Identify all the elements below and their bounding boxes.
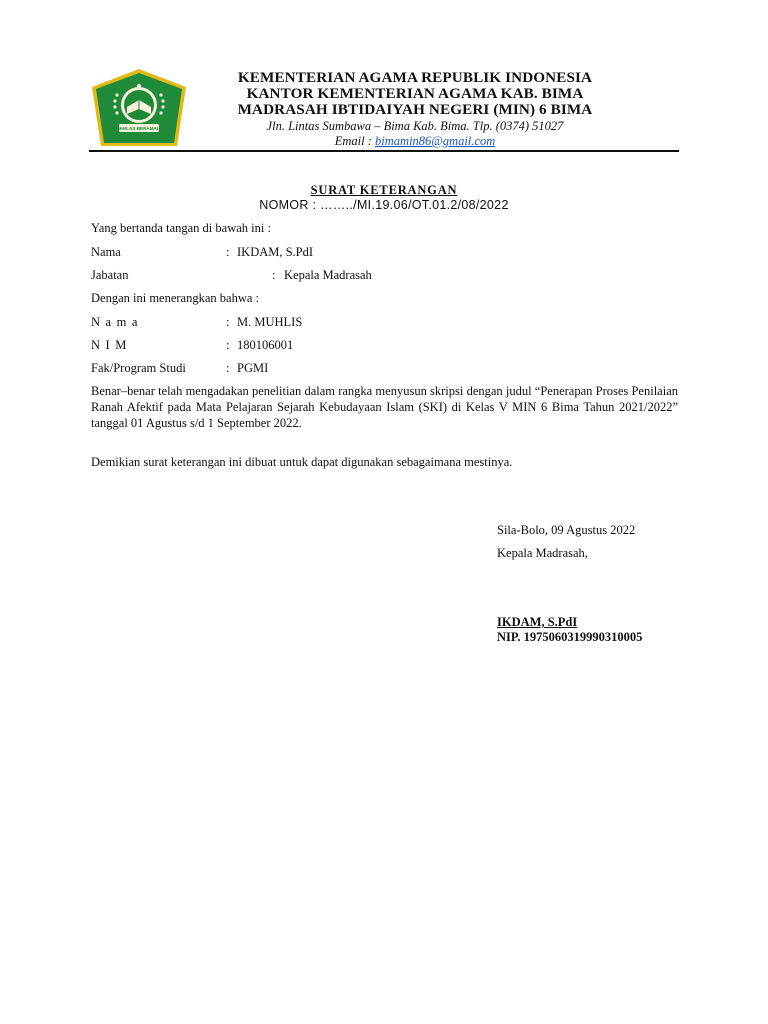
place-date: Sila-Bolo, 09 Agustus 2022 [497,523,636,537]
student-program-label: Fak/Program Studi [91,361,186,375]
signer-name-label: Nama [91,245,121,259]
colon: : [226,245,230,259]
colon: : [272,268,276,282]
student-nim-label: N I M [91,338,128,352]
signer-nip: NIP. 197506031999031000​5 [497,630,643,644]
signer-name: IKDAM, S.PdI [497,615,578,629]
signer-name-value: IKDAM, S.PdI [237,245,314,259]
student-name-label: N a m a [91,315,139,329]
student-program-value: PGMI [237,361,269,375]
declare-text: Dengan ini menerangkan bahwa : [91,291,259,305]
student-name-value: M. MUHLIS [237,315,303,329]
email-label: Email : [334,134,376,148]
signer-role: Kepala Madrasah, [497,546,588,560]
signer-position-value: Kepala Madrasah [284,268,372,282]
school-address: Jln. Lintas Sumbawa – Bima Kab. Bima. Tlp. (0374) 51027 [266,119,564,133]
ministry-name: KEMENTERIAN AGAMA REPUBLIK INDONESIA [237,69,593,86]
signer-position-label: Jabatan [91,268,129,282]
colon: : [226,338,230,352]
office-name: KANTOR KEMENTERIAN AGAMA KAB. BIMA [246,85,584,102]
letter-title: SURAT KETERANGAN [310,183,458,197]
email-link[interactable]: bimamin86@gmail.com [375,134,496,148]
colon: : [226,361,230,375]
kemenag-logo [89,67,189,148]
intro-text: Yang bertanda tangan di bawah ini : [91,221,271,235]
letterhead-divider [89,150,679,152]
statement-paragraph: Benar–benar telah mengadakan penelitian dalam rangka menyusun skripsi dengan judul “Penerapan Proses Penilaian Ranah Afektif pada Mata Pelajaran Sejarah Kebudayaan Islam (SKI) di Kelas V MIN 6 Bima Tahun 2021/2022” tanggal 01 Agustus s/d 1 September 2022. [91,384,678,430]
logo-motto: IKHLAS BERAMAL [118,126,160,131]
school-name: MADRASAH IBTIDAIYAH NEGERI (MIN) 6 BIMA [237,101,593,118]
letterhead [196,70,634,148]
student-nim-value: 180106001 [237,338,294,352]
colon: : [226,315,230,329]
closing-paragraph: Demikian surat keterangan ini dibuat untuk dapat digunakan sebagaimana mestinya. [91,455,513,469]
email-line [196,134,634,148]
letter-number: NOMOR : ……../MI.19.06/OT.01.2/08/2022 [259,198,509,212]
